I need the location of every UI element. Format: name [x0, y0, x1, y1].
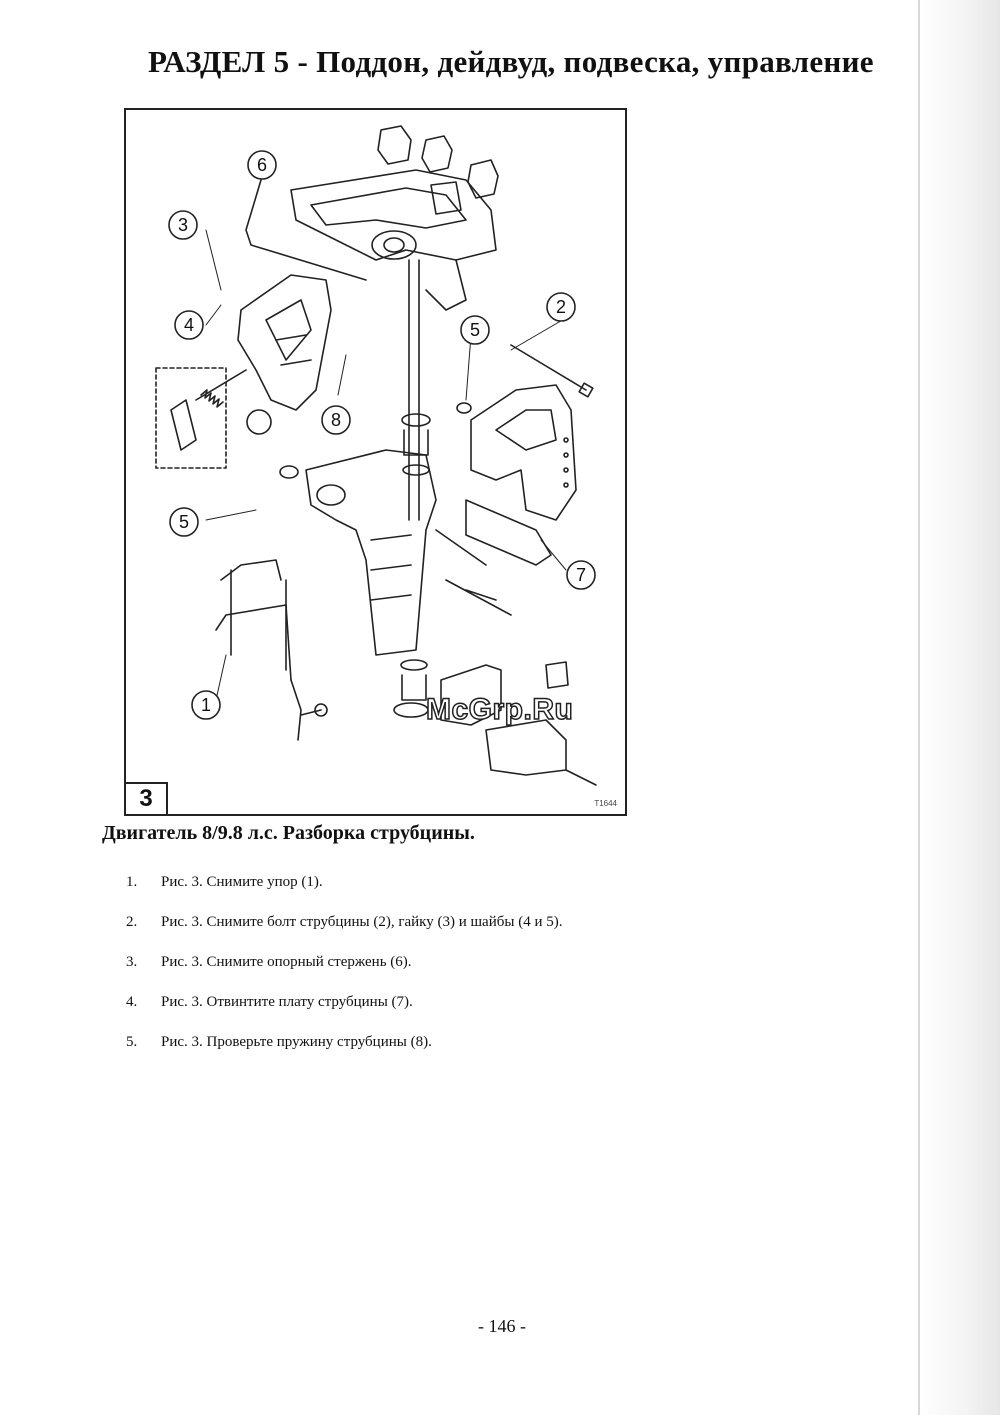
callout-7: [567, 561, 595, 589]
o-ring-top: [403, 465, 429, 475]
washer-bottom: [394, 703, 428, 717]
callout-label: 2: [555, 297, 567, 317]
step-number: 3.: [126, 954, 138, 970]
callout-2: [547, 293, 575, 321]
callout-3: [169, 211, 197, 239]
o-ring-bottom: [401, 660, 427, 670]
page-number: - 146 -: [478, 1316, 526, 1336]
bushing-bottom: [402, 675, 426, 700]
step-number: 5.: [126, 1034, 138, 1050]
callout-label: 7: [575, 565, 587, 585]
clamp-spring: [201, 390, 223, 407]
step-item: [126, 912, 646, 932]
step-number: 4.: [126, 994, 138, 1010]
tilt-lever-assembly: [216, 560, 301, 740]
step-text: Рис. 3. Снимите опорный стержень (6).: [161, 954, 412, 970]
step-text: Рис. 3. Отвинтите плату струбцины (7).: [161, 994, 413, 1010]
callout-6: [248, 151, 276, 179]
callout-label: 6: [256, 155, 268, 175]
figure-code: T1644: [594, 799, 617, 808]
callout-label: 5: [469, 320, 481, 340]
pad-part: [247, 410, 271, 434]
callout-5-lower: [170, 508, 198, 536]
clamp-plate-part: [466, 500, 551, 565]
callout-label: 3: [177, 215, 189, 235]
callout-label: 4: [183, 315, 195, 335]
page-edge-shadow: [920, 0, 1000, 1415]
left-clamp-bracket: [238, 275, 331, 410]
support-rod-part: [246, 180, 366, 280]
callout-label: 8: [330, 410, 342, 430]
washer-left: [280, 466, 298, 478]
section-title: РАЗДЕЛ 5 - Поддон, дейдвуд, подвеска, управление: [148, 44, 874, 79]
callout-5-upper: [461, 316, 489, 344]
figure-number: 3: [124, 782, 168, 816]
watermark: McGrp.Ru: [426, 693, 574, 726]
clamp-bolt-part: [511, 345, 586, 390]
step-text: Рис. 3. Снимите болт струбцины (2), гайку (3) и шайбы (4 и 5).: [161, 914, 563, 930]
washer-part: [457, 403, 471, 413]
step-list: [126, 872, 646, 1072]
step-number: 2.: [126, 914, 138, 930]
callout-8: [322, 406, 350, 434]
page-edge-line: [918, 0, 920, 1415]
section-heading: Двигатель 8/9.8 л.с. Разборка струбцины.: [102, 822, 475, 844]
step-item: [126, 872, 646, 892]
callout-1: [192, 691, 220, 719]
swivel-body: [306, 450, 436, 655]
exploded-diagram-figure: [124, 108, 627, 816]
step-number: 1.: [126, 874, 138, 890]
handle-part: [171, 400, 196, 450]
bottom-bolt: [566, 770, 596, 785]
leader-lines: [206, 230, 571, 700]
bushing-top: [402, 414, 430, 426]
step-item: [126, 952, 646, 972]
callout-label: 5: [178, 512, 190, 532]
step-item: [126, 1032, 646, 1052]
clamp-screw: [196, 370, 246, 400]
swivel-bracket-part: [291, 170, 496, 310]
callout-4: [175, 311, 203, 339]
step-item: [126, 992, 646, 1012]
pivot-shaft: [409, 260, 419, 520]
mount-blocks: [378, 126, 498, 214]
right-clamp-bracket: [471, 385, 576, 520]
step-text: Рис. 3. Проверьте пружину струбцины (8).: [161, 1034, 432, 1050]
step-text: Рис. 3. Снимите упор (1).: [161, 874, 323, 890]
small-bolts: [436, 530, 511, 615]
bushing-sleeve: [404, 430, 428, 455]
callout-label: 1: [200, 695, 212, 715]
